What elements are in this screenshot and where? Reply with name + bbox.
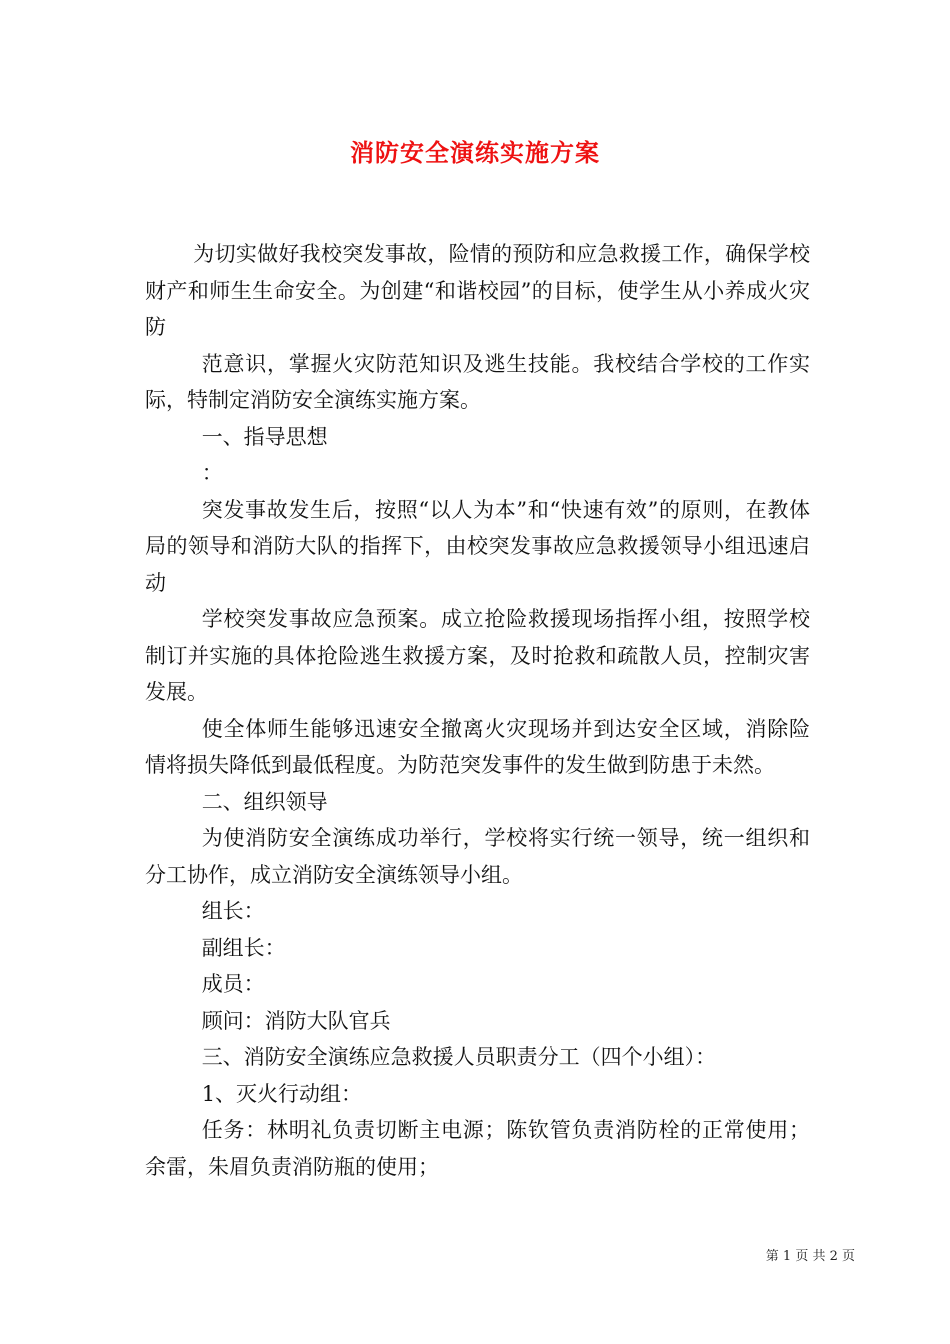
list-item-advisor: 顾问：消防大队官兵: [201, 1008, 391, 1033]
page-number-footer: 第 1 页 共 2 页: [765, 1249, 855, 1264]
document-title: 消防安全演练实施方案: [350, 138, 600, 167]
list-item-deputy-leader: 副组长：: [201, 935, 286, 960]
list-item-members: 成员：: [201, 972, 265, 996]
document-body: [145, 236, 810, 1185]
paragraph-intro: 为切实做好我校突发事故，险情的预防和应急救援工作，确保学校财产和师生生命安全。为创建“和谐校园”的目标，使学生从小养成火灾防: [145, 242, 810, 339]
section-heading-leadership: 二、组织领导: [201, 789, 328, 814]
paragraph-leadership: 为使消防安全演练成功举行，学校将实行统一领导，统一组织和分工协作，成立消防安全演练领导小组。: [145, 826, 810, 887]
paragraph-intro-cont: 范意识，掌握火灾防范知识及逃生技能。我校结合学校的工作实际，特制定消防安全演练实施方案。: [145, 351, 810, 412]
section-heading-duties: 三、消防安全演练应急救援人员职责分工（四个小组）：: [201, 1045, 717, 1069]
paragraph-emergency-plan: 学校突发事故应急预案。成立抢险救援现场指挥小组，按照学校制订并实施的具体抢险逃生救援方案，及时抢救和疏散人员，控制灾害发展。: [145, 607, 810, 704]
paragraph-colon: ：: [201, 461, 223, 485]
subsection-heading-firefighting: 1、灭火行动组：: [201, 1081, 363, 1106]
list-item-leader: 组长：: [201, 899, 265, 923]
paragraph-tasks: 任务：林明礼负责切断主电源；陈钦管负责消防栓的正常使用；余雷，朱眉负责消防瓶的使用；: [145, 1118, 810, 1179]
section-heading-guiding-idea: 一、指导思想: [201, 424, 328, 449]
paragraph-principle: 突发事故发生后，按照“以人为本”和“快速有效”的原则，在教体局的领导和消防大队的指挥下，由校突发事故应急救援领导小组迅速启动: [145, 497, 810, 595]
paragraph-evacuation: 使全体师生能够迅速安全撤离火灾现场并到达安全区域，消除险情将损失降低到最低程度。为防范突发事件的发生做到防患于未然。: [145, 716, 810, 777]
